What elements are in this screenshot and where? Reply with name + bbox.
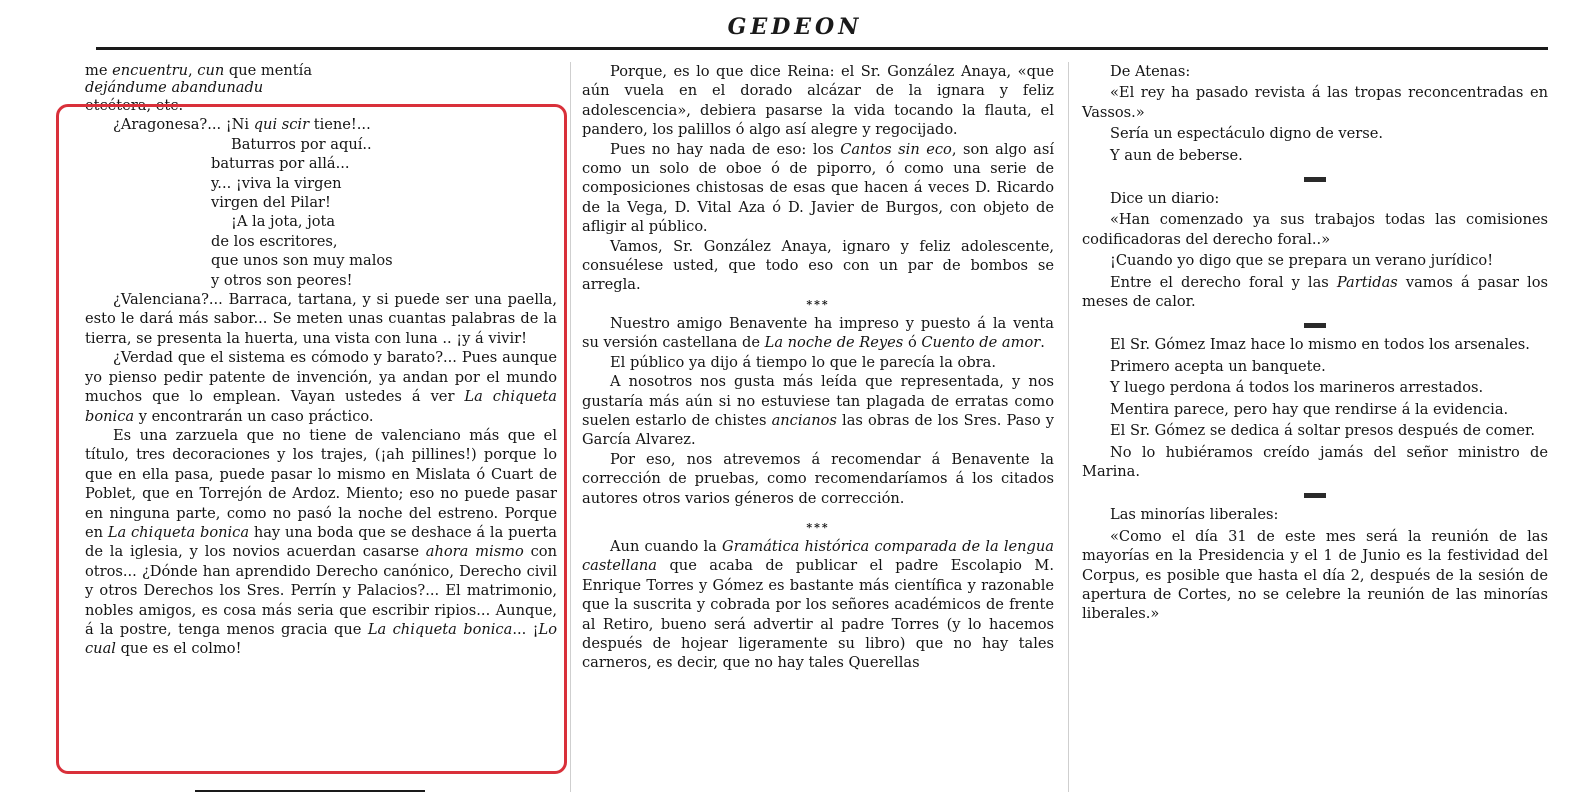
paragraph: «Como el día 31 de este mes será la reunión de las mayorías en la Presidencia y el 1 de Junio es la festividad del Corpus, es posible que hasta el día 2, después de la sesión de apertura de Cortes, no se celebre la reunión de las minorías liberales.» — [1082, 527, 1548, 623]
paragraph: Dice un diario: — [1110, 190, 1220, 208]
paragraph: Sería un espectáculo digno de verse. — [1110, 125, 1383, 143]
verse-line: virgen del Pilar! — [211, 194, 331, 212]
paragraph: ¿Valenciana?... Barraca, tartana, y si puede ser una paella, esto le dará más sabor... Se meten unas cuantas palabras de la tierra, se presenta la huerta, una vista con luna .. ¡y á vivir! — [85, 291, 557, 347]
column-right — [1082, 62, 1548, 626]
column-middle — [582, 62, 1054, 673]
masthead: GEDEON — [727, 14, 863, 40]
paragraph: El Sr. Gómez se dedica á soltar presos después de comer. — [1110, 422, 1535, 440]
paragraph: Es una zarzuela que no tiene de valenciano más que el título, tres decoraciones y los trajes, (¡ah pillines!) porque lo que en ella pasa, puede pasar lo mismo en Mislata ó Cuart de Poblet, que en Torrejón de Ardoz. Miento; eso no puede pasar en ninguna parte, como no pasó la noche del estreno. Porque en La chiqueta bonica hay una boda que se deshace á la puerta de la iglesia, y los novios acuerdan casarse ahora mismo con otros... ¿Dónde han aprendido Derecho canónico, Derecho civil y otros Derechos los Sres. Perrín y Palacios?... El matrimonio, nobles amigos, es cosa más seria que escribir ripios... Aunque, á la postre, tenga menos gracia que La chiqueta bonica... ¡Lo cual que es el colmo! — [85, 426, 558, 658]
paragraph: Por eso, nos atrevemos á recomendar á Benavente la corrección de pruebas, como recomendaríamos á los citados autores otros varios géneros de corrección. — [582, 450, 1054, 507]
footer-rule — [195, 790, 425, 792]
paragraph: El público ya dijo á tiempo lo que le parecía la obra. — [610, 353, 996, 371]
paragraph: «Han comenzado ya sus trabajos todas las comisiones codificadoras del derecho foral..» — [1082, 211, 1548, 248]
ornament-separator — [1082, 313, 1548, 335]
verse-line: ¡A la jota, jota — [231, 213, 336, 231]
paragraph: El Sr. Gómez Imaz hace lo mismo en todos los arsenales. — [1110, 336, 1530, 354]
highlight-box — [56, 104, 567, 774]
paragraph: Nuestro amigo Benavente ha impreso y puesto á la venta su versión castellana de La noche de Reyes ó Cuento de amor. — [582, 314, 1054, 352]
verse-line: que unos son muy malos — [211, 252, 393, 270]
paragraph: Primero acepta un banquete. — [1110, 357, 1326, 375]
verse-line: dejándume abandunadu — [85, 79, 264, 96]
paragraph: Pues no hay nada de eso: los Cantos sin eco, son algo así como un solo de oboe ó de piporro, ó como una serie de composiciones chistosas de esas que hacen á veces D. Ricardo de la Vega, D. Vital Aza ó D. Javier de Burgos, con objeto de afligir al público. — [582, 140, 1054, 236]
paragraph: De Atenas: — [1110, 63, 1191, 80]
verse-line: Baturros por aquí.. — [231, 135, 372, 153]
header-rule — [96, 47, 1548, 50]
ornament-separator — [1082, 483, 1548, 505]
verse-line: y... ¡viva la virgen — [211, 174, 342, 192]
verse-line: me encuentru, cun que mentía — [85, 62, 313, 79]
paragraph: Y aun de beberse. — [1110, 146, 1243, 164]
paragraph: Entre el derecho foral y las Partidas vamos á pasar los meses de calor. — [1082, 273, 1548, 311]
verse-line: baturras por allá... — [211, 155, 350, 173]
column-divider — [1068, 62, 1069, 792]
verse-line: de los escritores, — [211, 232, 338, 250]
paragraph: Porque, es lo que dice Reina: el Sr. González Anaya, «que aún vuela en el dorado alcázar de la ignara y feliz adolescencia», debiera pasarse la vida tocando la flauta, el pandero, los palillos ó algo así alegre y regocijado. — [582, 63, 1054, 139]
section-separator: *** — [806, 520, 830, 534]
paragraph: «El rey ha pasado revista á las tropas reconcentradas en Vassos.» — [1082, 84, 1548, 121]
paragraph: ¿Verdad que el sistema es cómodo y barato?... Pues aunque yo pienso pedir patente de invención, ya andan por el mundo muchos que lo emplean. Vayan ustedes á ver La chiqueta bonica y encontrarán un caso práctico. — [85, 349, 557, 425]
paragraph: Vamos, Sr. González Anaya, ignaro y feliz adolescente, consuélese usted, que todo eso con un par de bombos se arregla. — [582, 237, 1054, 294]
section-separator: *** — [806, 297, 830, 311]
column-divider — [570, 62, 571, 792]
paragraph: Mentira parece, pero hay que rendirse á la evidencia. — [1110, 400, 1509, 418]
paragraph: A nosotros nos gusta más leída que representada, y nos gustaría más aún si no estuviese tan plagada de erratas como suelen estarlo de chistes ancianos las obras de los Sres. Paso y García Alvarez. — [582, 373, 1055, 449]
paragraph: Aun cuando la Gramática histórica comparada de la lengua castellana que acaba de publicar el padre Escolapio M. Enrique Torres y Gómez es bastante más científica y razonable que la suscrita y cobrada por los señores académicos de frente al Retiro, bueno será advertir al padre Torres (y lo hacemos después de hojear ligeramente su libro) que no hay tales carneros, es decir, que no hay tales Querellas — [582, 537, 1054, 672]
verse-line: y otros son peores! — [211, 271, 353, 289]
paragraph: ¿Aragonesa?... ¡Ni qui scir tiene!... — [113, 116, 371, 134]
ornament-separator — [1082, 167, 1548, 189]
paragraph: etcétera, etc. — [85, 97, 184, 114]
paragraph: Y luego perdona á todos los marineros arrestados. — [1110, 379, 1484, 397]
paragraph: Las minorías liberales: — [1110, 506, 1279, 524]
paragraph: No lo hubiéramos creído jamás del señor ministro de Marina. — [1082, 443, 1548, 480]
paragraph: ¡Cuando yo digo que se prepara un verano jurídico! — [1110, 252, 1494, 270]
